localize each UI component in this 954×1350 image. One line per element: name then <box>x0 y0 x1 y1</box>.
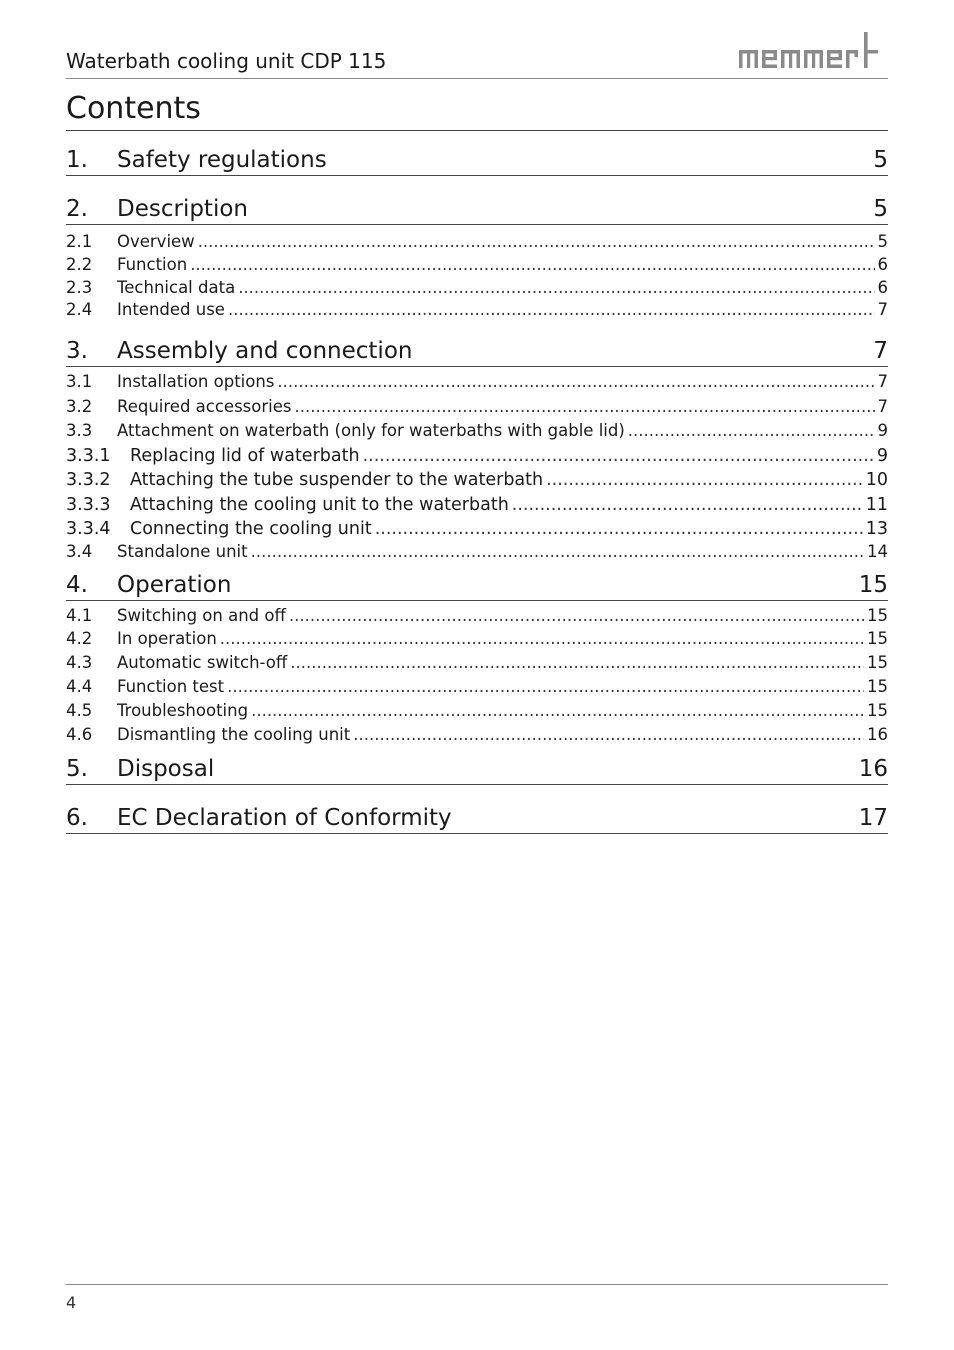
toc-entry-page-number: 7 <box>877 300 888 319</box>
toc-dot-leader <box>628 420 875 442</box>
toc-entry-label: Function <box>117 255 188 274</box>
toc-entry-number: 2.1 <box>66 232 93 251</box>
toc-entry-number: 3.3 <box>66 421 93 440</box>
toc-entry-page-number: 11 <box>865 495 888 515</box>
toc-entry-level-2[interactable] <box>66 700 888 722</box>
toc-entry-page-number: 9 <box>876 446 888 466</box>
toc-entry-page-number: 7 <box>877 397 888 416</box>
toc-dot-leader <box>251 541 864 563</box>
toc-dot-leader <box>363 444 874 468</box>
toc-entry-page-number: 15 <box>867 677 888 696</box>
toc-entry-label: Operation <box>117 572 232 598</box>
toc-entry-level-2[interactable] <box>66 652 888 674</box>
toc-entry-level-2[interactable] <box>66 277 888 299</box>
title-rule <box>66 130 888 131</box>
toc-entry-page-number: 16 <box>858 756 888 782</box>
toc-entry-number: 3.3.2 <box>66 470 111 490</box>
toc-entry-level-1[interactable] <box>66 754 888 785</box>
toc-entry-page-number: 14 <box>867 542 888 561</box>
toc-entry-level-1[interactable] <box>66 194 888 225</box>
toc-dot-leader <box>353 724 864 746</box>
toc-entry-number: 4.3 <box>66 653 93 672</box>
toc-entry-number: 4.5 <box>66 701 93 720</box>
toc-entry-level-1[interactable] <box>66 336 888 367</box>
toc-entry-page-number: 16 <box>867 725 888 744</box>
toc-dot-leader <box>375 517 863 541</box>
toc-dot-leader <box>198 231 875 253</box>
toc-entry-label: Switching on and off <box>117 606 286 625</box>
toc-entry-page-number: 15 <box>867 629 888 648</box>
toc-entry-label: In operation <box>117 629 217 648</box>
toc-entry-level-3[interactable] <box>66 517 888 541</box>
toc-entry-page-number: 15 <box>867 606 888 625</box>
toc-entry-number: 5. <box>66 756 88 782</box>
toc-entry-level-2[interactable] <box>66 420 888 442</box>
toc-entry-number: 3.3.4 <box>66 519 111 539</box>
toc-dot-leader <box>289 605 864 627</box>
toc-entry-label: Attaching the tube suspender to the waterbath <box>130 470 544 490</box>
toc-entry-page-number: 15 <box>858 572 888 598</box>
toc-entry-level-2[interactable] <box>66 396 888 418</box>
toc-entry-number: 3.3.1 <box>66 446 111 466</box>
toc-entry-number: 3.4 <box>66 542 93 561</box>
toc-entry-page-number: 7 <box>873 338 888 364</box>
toc-dot-leader <box>290 652 864 674</box>
toc-entry-level-3[interactable] <box>66 468 888 492</box>
toc-dot-leader <box>228 299 875 321</box>
toc-entry-label: Assembly and connection <box>117 338 413 364</box>
toc-entry-page-number: 15 <box>867 701 888 720</box>
toc-entry-level-1[interactable] <box>66 570 888 601</box>
toc-entry-level-2[interactable] <box>66 605 888 627</box>
toc-entry-page-number: 6 <box>877 255 888 274</box>
toc-dot-leader <box>512 493 863 517</box>
toc-entry-number: 4.1 <box>66 606 93 625</box>
toc-entry-number: 2.4 <box>66 300 93 319</box>
toc-entry-number: 2.3 <box>66 278 93 297</box>
toc-entry-label: Function test <box>117 677 225 696</box>
toc-dot-leader <box>295 396 875 418</box>
toc-entry-label: Installation options <box>117 372 275 391</box>
footer-page-number: 4 <box>66 1293 77 1312</box>
toc-entry-number: 3.2 <box>66 397 93 416</box>
toc-entry-label: Connecting the cooling unit <box>130 519 372 539</box>
toc-entry-label: Technical data <box>117 278 236 297</box>
toc-entry-page-number: 10 <box>865 470 888 490</box>
toc-entry-level-3[interactable] <box>66 493 888 517</box>
toc-entry-level-2[interactable] <box>66 628 888 650</box>
footer-rule <box>66 1284 888 1285</box>
toc-entry-label: Description <box>117 196 248 222</box>
toc-entry-label: Required accessories <box>117 397 292 416</box>
toc-dot-leader <box>220 628 864 650</box>
toc-dot-leader <box>190 254 874 276</box>
toc-entry-number: 4.2 <box>66 629 93 648</box>
toc-entry-label: Safety regulations <box>117 147 327 173</box>
toc-entry-label: Troubleshooting <box>117 701 249 720</box>
toc-entry-label: Standalone unit <box>117 542 248 561</box>
header-rule <box>66 78 888 79</box>
toc-entry-label: Replacing lid of waterbath <box>130 446 360 466</box>
toc-entry-level-2[interactable] <box>66 541 888 563</box>
toc-entry-page-number: 15 <box>867 653 888 672</box>
toc-entry-number: 6. <box>66 805 88 831</box>
toc-entry-level-2[interactable] <box>66 231 888 253</box>
toc-entry-number: 2.2 <box>66 255 93 274</box>
document-header-title: Waterbath cooling unit CDP 115 <box>66 49 387 73</box>
toc-entry-level-2[interactable] <box>66 299 888 321</box>
toc-entry-level-1[interactable] <box>66 803 888 834</box>
toc-dot-leader <box>546 468 863 492</box>
toc-entry-level-1[interactable] <box>66 145 888 176</box>
toc-dot-leader <box>227 676 864 698</box>
toc-entry-page-number: 9 <box>877 421 888 440</box>
toc-entry-label: EC Declaration of Conformity <box>117 805 452 831</box>
toc-dot-leader <box>238 277 874 299</box>
toc-entry-number: 4.6 <box>66 725 93 744</box>
toc-entry-level-2[interactable] <box>66 676 888 698</box>
toc-entry-page-number: 5 <box>873 196 888 222</box>
toc-entry-number: 1. <box>66 147 88 173</box>
page-title: Contents <box>66 91 201 126</box>
toc-entry-page-number: 5 <box>877 232 888 251</box>
toc-entry-page-number: 13 <box>865 519 888 539</box>
toc-entry-label: Overview <box>117 232 195 251</box>
toc-entry-level-2[interactable] <box>66 371 888 393</box>
toc-entry-label: Attaching the cooling unit to the waterbath <box>130 495 509 515</box>
toc-entry-label: Automatic switch-off <box>117 653 288 672</box>
toc-entry-level-2[interactable] <box>66 724 888 746</box>
toc-entry-number: 2. <box>66 196 88 222</box>
memmert-logo <box>738 30 888 72</box>
toc-entry-number: 3.3.3 <box>66 495 111 515</box>
toc-entry-label: Attachment on waterbath (only for waterbaths with gable lid) <box>117 421 625 440</box>
toc-dot-leader <box>277 371 874 393</box>
toc-entry-page-number: 6 <box>877 278 888 297</box>
toc-entry-label: Intended use <box>117 300 225 319</box>
toc-entry-label: Dismantling the cooling unit <box>117 725 351 744</box>
toc-entry-number: 3.1 <box>66 372 93 391</box>
toc-entry-level-3[interactable] <box>66 444 888 468</box>
toc-entry-number: 3. <box>66 338 88 364</box>
toc-entry-page-number: 5 <box>873 147 888 173</box>
toc-entry-page-number: 17 <box>858 805 888 831</box>
toc-entry-number: 4. <box>66 572 88 598</box>
toc-entry-number: 4.4 <box>66 677 93 696</box>
toc-entry-label: Disposal <box>117 756 215 782</box>
toc-dot-leader <box>251 700 864 722</box>
toc-entry-level-2[interactable] <box>66 254 888 276</box>
toc-entry-page-number: 7 <box>877 372 888 391</box>
